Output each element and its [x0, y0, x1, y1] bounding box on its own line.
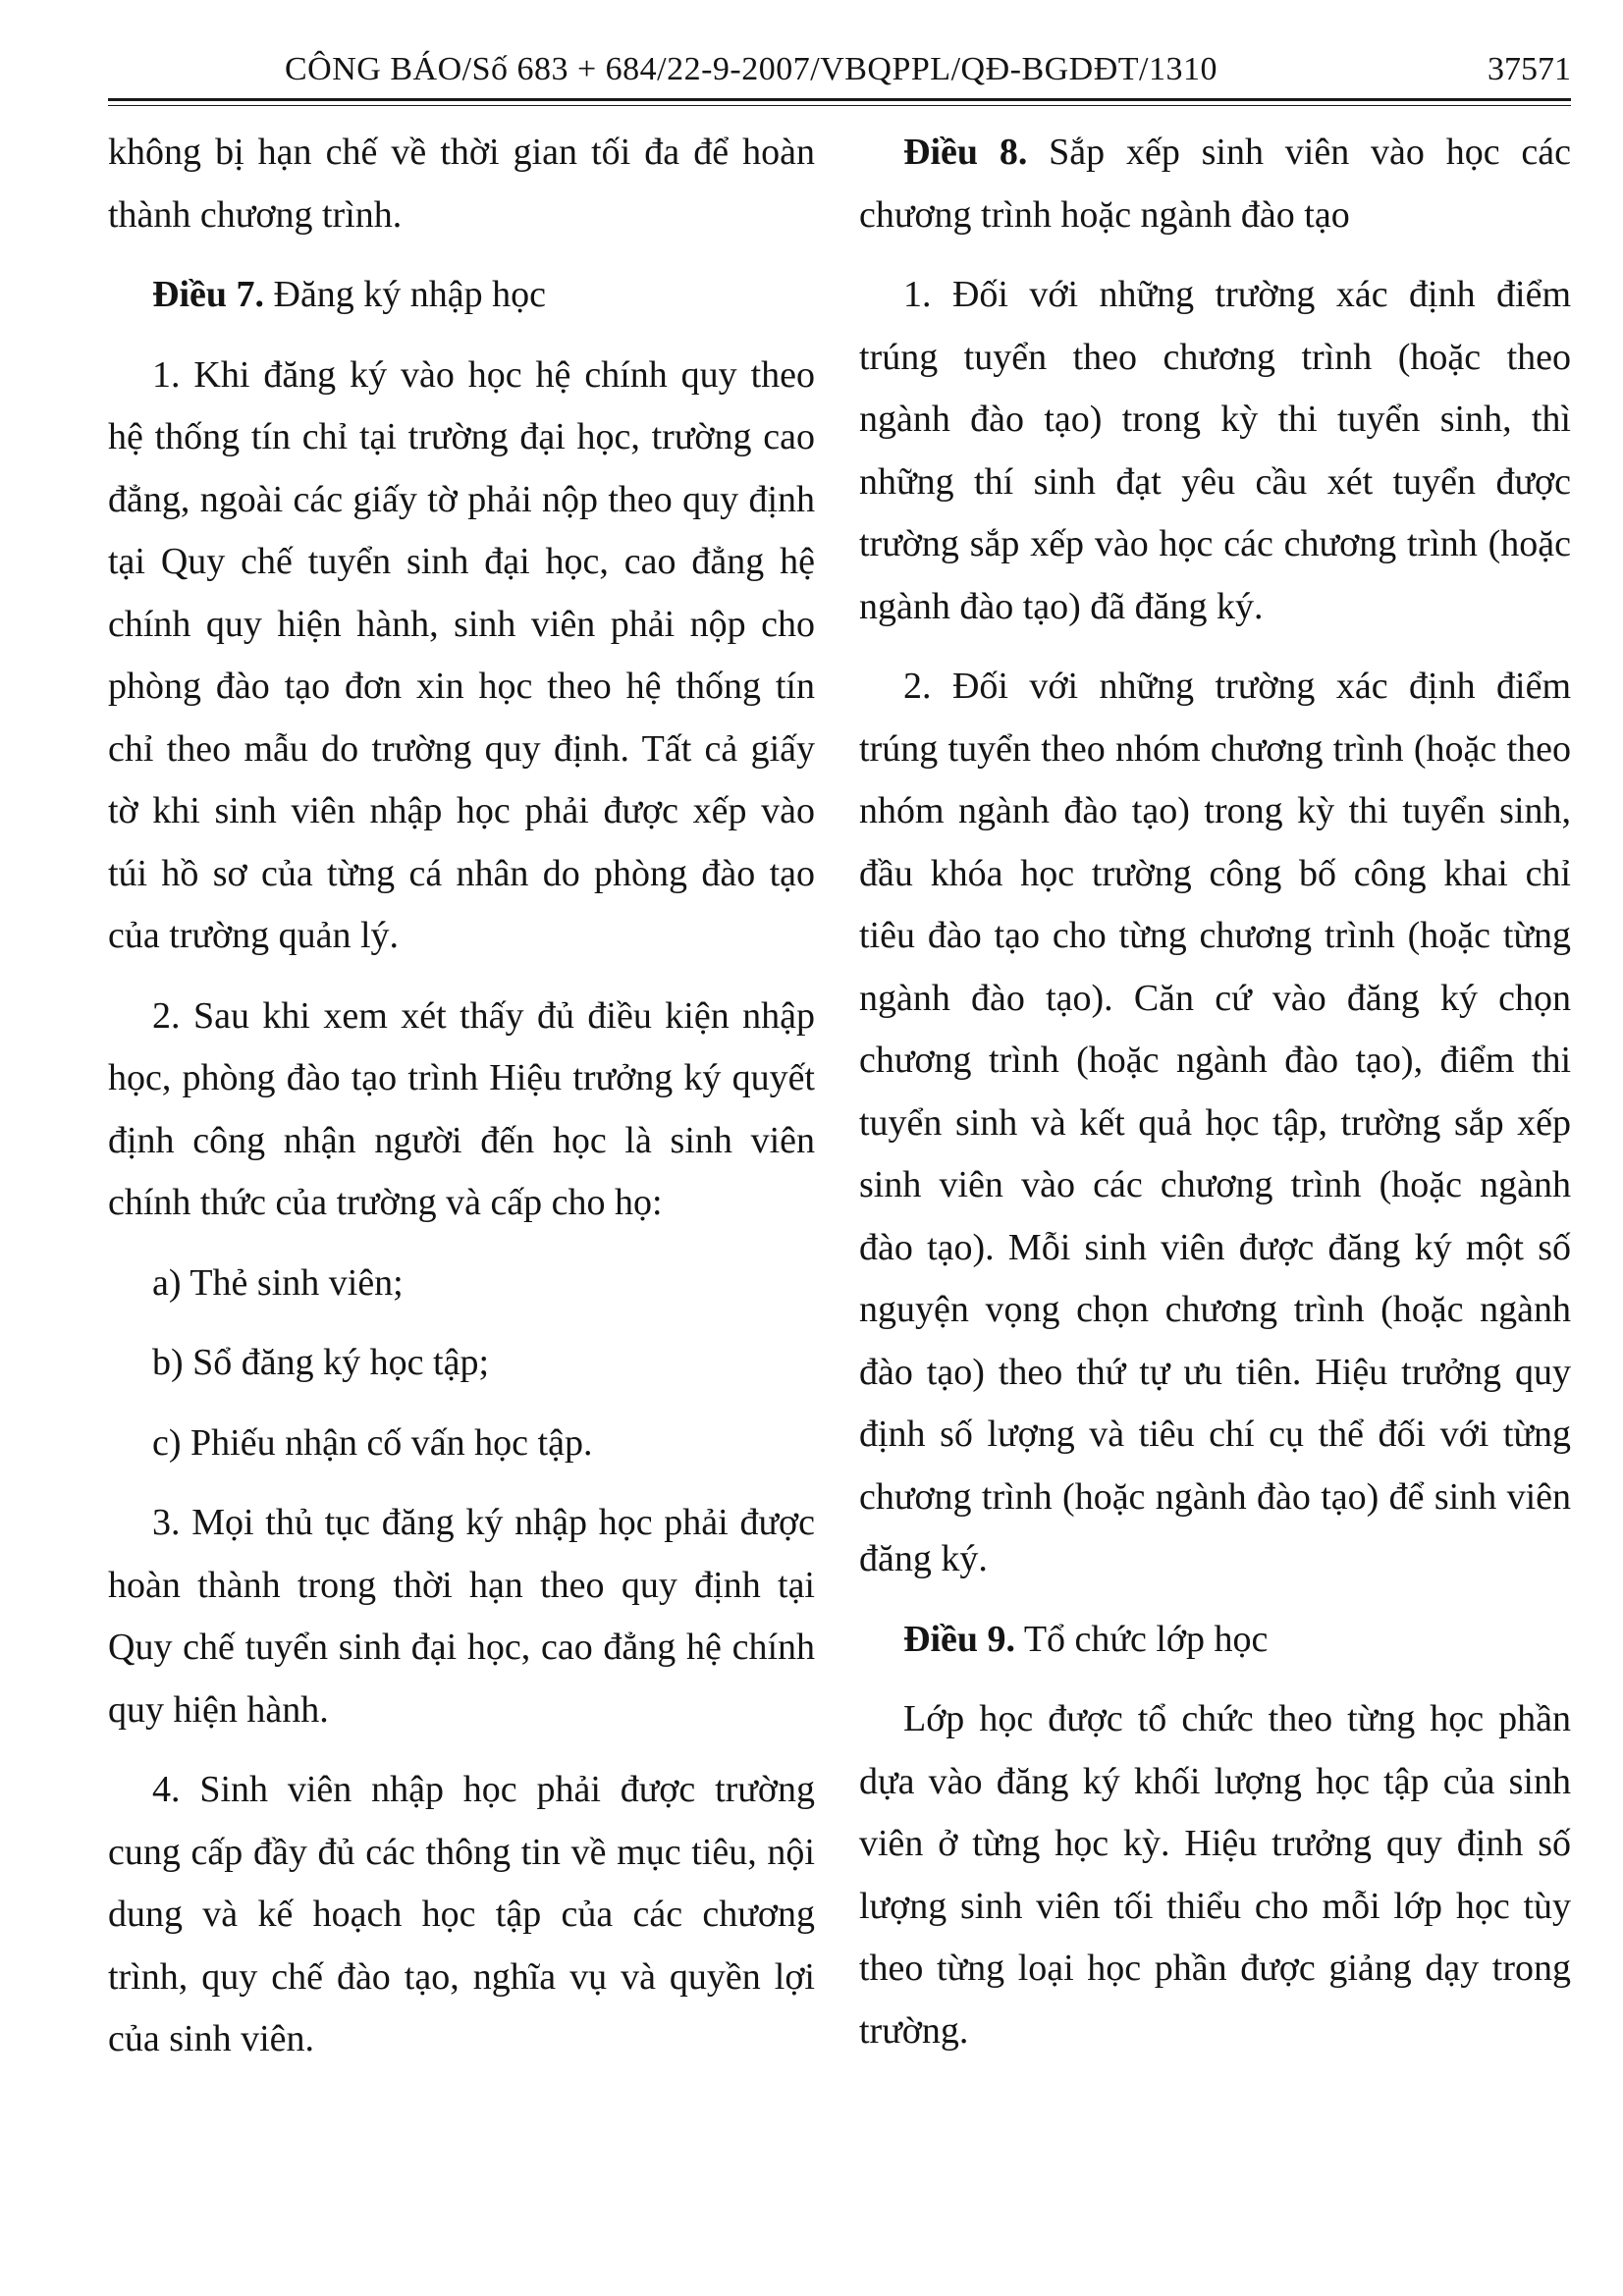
article-8-heading [859, 122, 1571, 246]
gazette-header-title: CÔNG BÁO/Số 683 + 684/22-9-2007/VBQPPL/QĐ-BGDĐT/1310 [285, 51, 1217, 87]
article-8-title: Sắp xếp sinh viên vào học các chương trình hoặc ngành đào tạo [859, 132, 1572, 236]
article-7-clause-4: 4. Sinh viên nhập học phải được trường cung cấp đầy đủ các thông tin về mục tiêu, nội dung và kế hoạch học tập của các chương trình, quy chế đào tạo, nghĩa vụ và quyền lợi của sinh viên. [108, 1769, 815, 2059]
header-rule-thick [108, 98, 1571, 101]
article-7-clause-1: 1. Khi đăng ký vào học hệ chính quy theo hệ thống tín chỉ tại trường đại học, trường cao đẳng, ngoài các giấy tờ phải nộp theo quy định tại Quy chế tuyển sinh đại học, cao đẳng hệ chính quy hiện hành, sinh viên phải nộp cho phòng đào tạo đơn xin học theo hệ thống tín chỉ theo mẫu do trường quy định. Tất cả giấy tờ khi sinh viên nhập học phải được xếp vào túi hồ sơ của từng cá nhân do phòng đào tạo của trường quản lý. [108, 353, 815, 956]
article-7-clause-3: 3. Mọi thủ tục đăng ký nhập học phải được hoàn thành trong thời hạn theo quy định tại Quy chế tuyển sinh đại học, cao đẳng hệ chính quy hiện hành. [108, 1502, 815, 1731]
article-7-item-c: c) Phiếu nhận cố vấn học tập. [152, 1421, 593, 1464]
page-header [108, 51, 1571, 96]
article-9-title: Tổ chức lớp học [1015, 1618, 1269, 1660]
article-9-label: Điều 9. [903, 1618, 1015, 1660]
article-8-clause-1: 1. Đối với những trường xác định điểm trúng tuyển theo chương trình (hoặc theo ngành đào tạo) trong kỳ thi tuyển sinh, thì những thí sinh đạt yêu cầu xét tuyển được trường sắp xếp vào học các chương trình (hoặc ngành đào tạo) đã đăng ký. [859, 274, 1571, 627]
article-7-item-b: b) Sổ đăng ký học tập; [152, 1342, 490, 1383]
article-9-paragraph: Lớp học được tổ chức theo từng học phần dựa vào đăng ký khối lượng học tập của sinh viên ở từng học kỳ. Hiệu trưởng quy định số lượng sinh viên tối thiểu cho mỗi lớp học tùy theo từng loại học phần được giảng dạy trong trường. [859, 1698, 1571, 2052]
article-7-title: Đăng ký nhập học [264, 274, 547, 315]
right-column [859, 122, 1571, 2080]
continued-paragraph: không bị hạn chế về thời gian tối đa để hoàn thành chương trình. [108, 132, 815, 236]
article-8-label: Điều 8. [903, 132, 1028, 173]
article-9-heading [859, 1609, 1571, 1672]
header-rule-thin [108, 105, 1571, 106]
page-number: 37571 [1488, 51, 1571, 87]
article-8-clause-2: 2. Đối với những trường xác định điểm trúng tuyển theo nhóm chương trình (hoặc theo nhóm ngành đào tạo) trong kỳ thi tuyển sinh, đầu khóa học trường công bố công khai chỉ tiêu đào tạo cho từng chương trình (hoặc từng ngành đào tạo). Căn cứ vào đăng ký chọn chương trình (hoặc ngành đào tạo), điểm thi tuyển sinh và kết quả học tập, trường sắp xếp sinh viên vào các chương trình (hoặc ngành đào tạo). Mỗi sinh viên được đăng ký một số nguyện vọng chọn chương trình (hoặc ngành đào tạo) theo thứ tự ưu tiên. Hiệu trưởng quy định số lượng và tiêu chí cụ thể đối với từng chương trình (hoặc ngành đào tạo) để sinh viên đăng ký. [859, 666, 1571, 1579]
article-7-item-a: a) Thẻ sinh viên; [152, 1261, 404, 1304]
left-column [108, 122, 815, 2089]
article-7-label: Điều 7. [152, 274, 264, 315]
article-7-heading [108, 264, 815, 327]
article-7-clause-2: 2. Sau khi xem xét thấy đủ điều kiện nhập học, phòng đào tạo trình Hiệu trưởng ký quyết định công nhận người đến học là sinh viên chính thức của trường và cấp cho họ: [108, 994, 815, 1223]
